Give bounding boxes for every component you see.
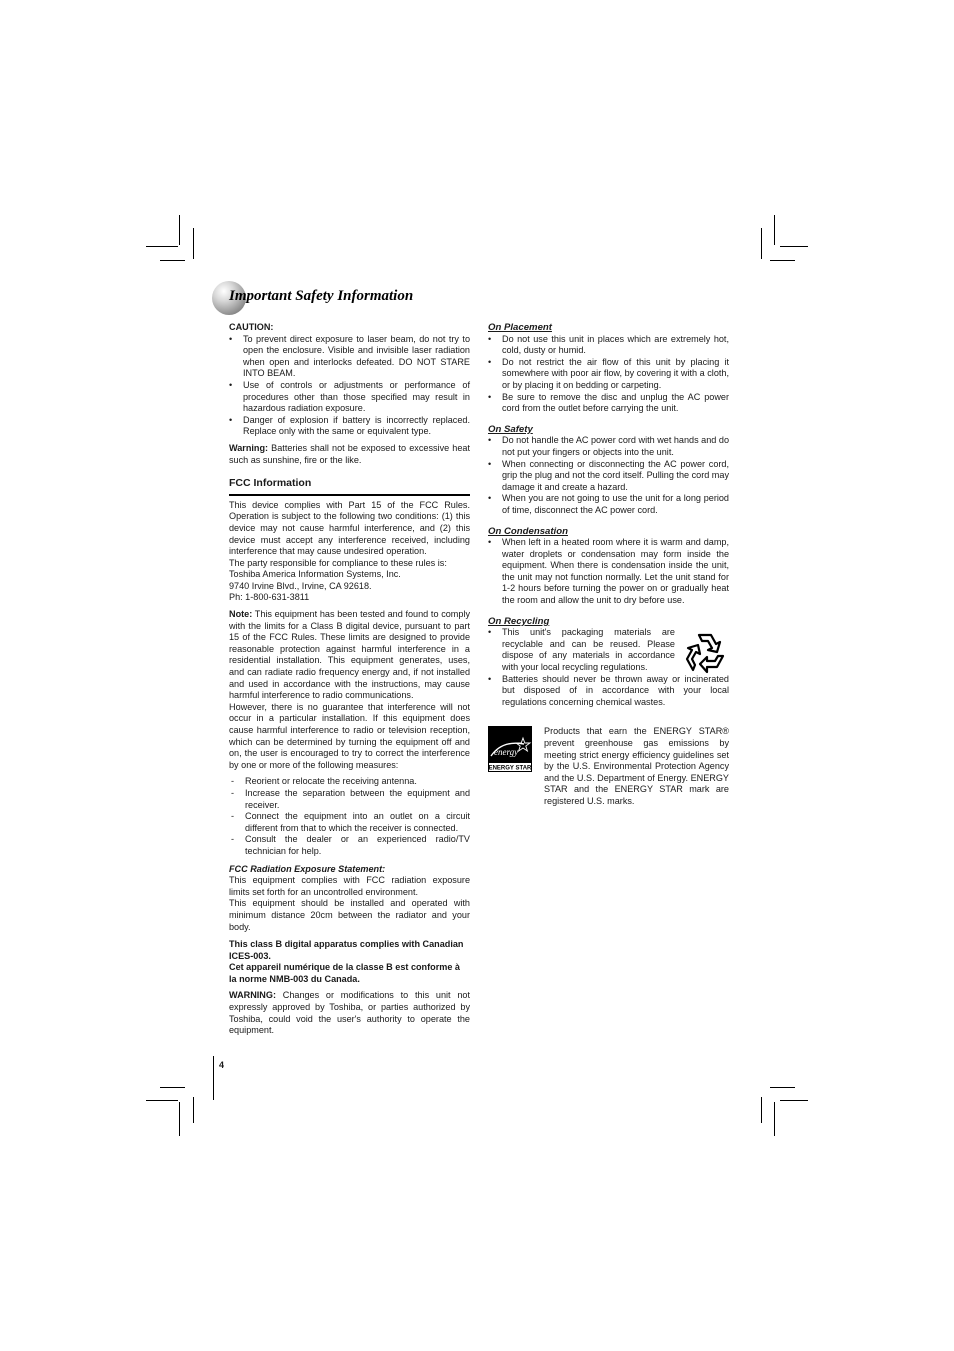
crop-mark: [193, 228, 194, 259]
modification-warning: [229, 990, 470, 1036]
crop-mark: [146, 246, 178, 247]
list-item: - Connect the equipment into an outlet on a circuit different from that to which the receiver is connected.: [229, 811, 470, 834]
crop-mark: [761, 1097, 762, 1123]
canada-statement-en: This class B digital apparatus complies with Canadian ICES-003.: [229, 939, 464, 961]
canada-statement-fr: Cet appareil numérique de la classe B est conforme à la norme NMB-003 du Canada.: [229, 962, 460, 984]
energy-logo-bar: ENERGY STAR: [488, 765, 532, 772]
list-item: • Do not use this unit in places which are extremely hot, cold, dusty or humid.: [488, 334, 729, 357]
crop-mark: [179, 1102, 180, 1136]
radiation-heading: FCC Radiation Exposure Statement:: [229, 863, 386, 874]
condensation-list: [488, 537, 729, 607]
page-number: 4: [219, 1060, 225, 1070]
list-item: • When connecting or disconnecting the AC power cord, grip the plug and not the cord itself. Pulling the cord may damage it and create a hazard.: [488, 459, 729, 494]
energy-star-block: [488, 726, 729, 807]
placement-heading: On Placement: [488, 322, 552, 333]
note-label: Note:: [229, 609, 253, 620]
warning-text: Changes or modifications to this unit not expressly approved by Toshiba, or parties authorized by Toshiba, could void the user's authority to operate the equipment.: [229, 990, 470, 1036]
list-item: • This unit's packaging materials are recyclable and can be reused. Please dispose of any materials in accordance with your local recycling regulations.: [488, 627, 675, 673]
energy-logo-script: energy: [494, 747, 519, 758]
crop-mark: [160, 1087, 185, 1088]
fcc-note: [229, 609, 470, 702]
list-item: • When left in a heated room where it is warm and damp, water droplets or condensation may form inside the equipment. When there is condensation inside the unit, the unit may not function normally. Let the unit stand for 1-2 hours before turning the power on or gradually heat the room and allow the unit to dry before use.: [488, 537, 729, 607]
list-item: • Use of controls or adjustments or performance of procedures other than those specified may result in hazardous radiation exposure.: [229, 380, 470, 415]
caution-label: CAUTION:: [229, 322, 274, 332]
fcc-phone: Ph: 1-800-631-3811: [229, 592, 310, 603]
list-item: - Reorient or relocate the receiving antenna.: [229, 776, 470, 788]
recycling-block: [488, 627, 729, 708]
battery-warning: [229, 443, 470, 466]
list-item: • To prevent direct exposure to laser beam, do not try to open the enclosure. Visible and invisible laser radiation when open and interlocks defeated. DO NOT STARE INTO BEAM.: [229, 334, 470, 380]
condensation-heading: On Condensation: [488, 525, 568, 537]
recycle-icon: [681, 629, 729, 677]
crop-mark: [179, 215, 180, 245]
crop-mark: [761, 228, 762, 259]
energy-star-logo-icon: [488, 726, 532, 772]
crop-mark: [780, 246, 808, 247]
crop-mark: [193, 1097, 194, 1123]
warning-text: Batteries shall not be exposed to excessive heat such as sunshine, fire or the like.: [229, 442, 470, 465]
crop-mark: [160, 260, 185, 261]
crop-mark: [780, 1100, 808, 1101]
page-title: Important Safety Information: [229, 288, 414, 304]
fcc-party-line: The party responsible for compliance to these rules is:: [229, 557, 447, 568]
crop-mark: [770, 1087, 795, 1088]
crop-mark: [774, 1102, 775, 1136]
fcc-however: However, there is no guarantee that interference will not occur in a particular installation. If this equipment does cause harmful interference to radio or television reception, which can be determined by turning the equipment off and on, the user is encouraged to try to correct the interference by one or more of the following measures:: [229, 701, 470, 770]
list-item: • Do not handle the AC power cord with wet hands and do not put your fingers or objects into the unit.: [488, 435, 729, 458]
list-item: • Be sure to remove the disc and unplug the AC power cord from the outlet before carrying the unit.: [488, 392, 729, 415]
list-item: • Batteries should never be thrown away or incinerated but disposed of in accordance with your local regulations concerning chemical wastes.: [488, 674, 729, 709]
recycling-heading: On Recycling: [488, 615, 550, 627]
crop-mark: [146, 1100, 178, 1101]
fcc-address: 9740 Irvine Blvd., Irvine, CA 92618.: [229, 580, 372, 591]
safety-heading: On Safety: [488, 423, 533, 435]
page-number-rule: [213, 1056, 214, 1100]
list-item: - Consult the dealer or an experienced radio/TV technician for help.: [229, 834, 470, 857]
placement-list: [488, 334, 729, 415]
list-item: • When you are not going to use the unit for a long period of time, disconnect the AC power cord.: [488, 493, 729, 516]
radiation-para: This equipment complies with FCC radiation exposure limits set forth for an uncontrolled environment.: [229, 875, 470, 897]
fcc-heading: FCC Information: [229, 478, 470, 496]
radiation-para: This equipment should be installed and operated with minimum distance 20cm between the radiator and your body.: [229, 898, 470, 932]
fcc-company: Toshiba America Information Systems, Inc.: [229, 569, 401, 580]
warning-label: WARNING:: [229, 990, 276, 1001]
list-item: • Do not restrict the air flow of this unit by placing it somewhere with poor air flow, by covering it with a cloth, or by placing it on bedding or carpeting.: [488, 357, 729, 392]
note-text: This equipment has been tested and found to comply with the limits for a Class B digital device, pursuant to part 15 of the FCC Rules. These limits are designed to provide reasonable protection against harmful interference in a residential installation. This equipment generates, uses, and can radiate radio frequency energy and, if not installed and used in accordance with the instructions, may cause harmful interference to radio communications.: [229, 609, 470, 701]
left-column: [229, 322, 470, 1037]
list-item: - Increase the separation between the equipment and receiver.: [229, 788, 470, 811]
warning-label: Warning:: [229, 442, 269, 453]
safety-list: [488, 435, 729, 516]
fcc-para: This device complies with Part 15 of the FCC Rules. Operation is subject to the following two conditions: (1) this device may not cause harmful interference, and (2) this device must accept any interference received, including interference that may cause undesired operation.: [229, 499, 470, 557]
crop-mark: [770, 260, 795, 261]
fcc-measures-list: [229, 776, 470, 857]
energy-star-text: Products that earn the ENERGY STAR® prevent greenhouse gas emissions by meeting strict energy efficiency guidelines set by the U.S. Environmental Protection Agency and the U.S. Department of Energy. ENERGY STAR and the ENERGY STAR mark are registered U.S. marks.: [544, 726, 729, 806]
right-column: [488, 322, 729, 808]
caution-list: [229, 334, 470, 438]
list-item: • Danger of explosion if battery is incorrectly replaced. Replace only with the same or equivalent type.: [229, 415, 470, 438]
crop-mark: [774, 215, 775, 245]
